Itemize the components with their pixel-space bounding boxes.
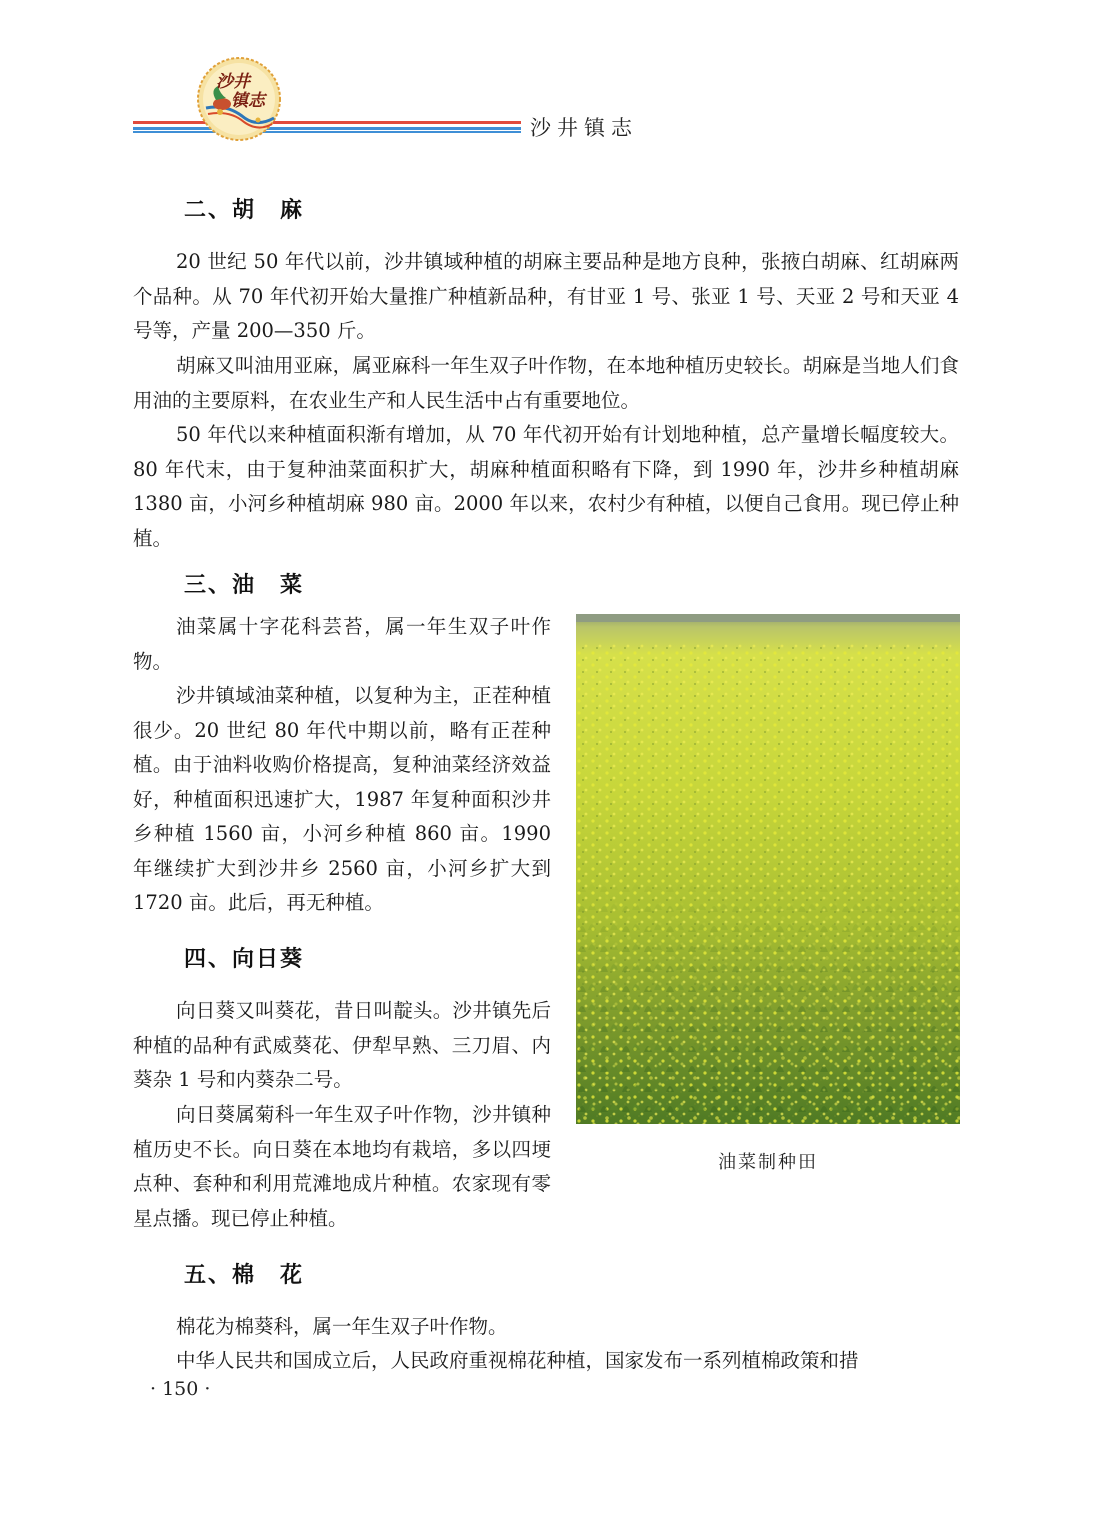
book-logo-emblem (196, 56, 282, 142)
sunflower-paragraph-1: 向日葵又叫葵花，昔日叫靛头。沙井镇先后种植的品种有武威葵花、伊犁早熟、三刀眉、内葵杂 1 号和内葵杂二号。 (133, 999, 551, 1091)
header-stripe-blue-thin (133, 131, 521, 133)
page-header (0, 0, 1093, 150)
photo-caption: 油菜制种田 (718, 1152, 818, 1173)
sunflower-paragraph-2: 向日葵属菊科一年生双子叶作物，沙井镇种植历史不长。向日葵在本地均有栽培，多以四埂点种、套种和利用荒滩地成片种植。农家现有零星点播。现已停止种植。 (133, 1103, 551, 1230)
page-number: · 150 · (150, 1378, 211, 1400)
logo-line-2: 镇志 (231, 91, 265, 111)
section-heading-rapeseed: 三、油 菜 (184, 573, 305, 598)
flax-paragraph-3: 50 年代以来种植面积渐有增加，从 70 年代初开始有计划地种植，总产量增长幅度较大。80 年代末，由于复种油菜面积扩大，胡麻种植面积略有下降，到 1990 年，沙井乡种植胡麻 1380 亩，小河乡种植胡麻 980 亩。2000 年以来，农村少有种植，以便自己食用。现已停止种植。 (133, 423, 959, 550)
section-heading-cotton: 五、棉 花 (184, 1263, 305, 1288)
logo-line-1: 沙井 (216, 72, 250, 92)
rapeseed-paragraph-1: 油菜属十字花科芸苔，属一年生双子叶作物。 (133, 615, 551, 673)
section-heading-flax: 二、胡 麻 (184, 198, 305, 223)
flax-paragraph-2: 胡麻又叫油用亚麻，属亚麻科一年生双子叶作物，在本地种植历史较长。胡麻是当地人们食用油的主要原料，在农业生产和人民生活中占有重要地位。 (133, 354, 959, 412)
cotton-paragraph-1: 棉花为棉葵科，属一年生双子叶作物。 (176, 1315, 508, 1338)
logo-seal-icon (196, 56, 282, 142)
header-stripe-blue (133, 127, 521, 130)
running-head-title: 沙井镇志 (530, 116, 638, 140)
rapeseed-field-image (576, 614, 960, 1124)
cotton-paragraph-2: 中华人民共和国成立后，人民政府重视棉花种植，国家发布一系列植棉政策和措 (176, 1349, 859, 1372)
flax-paragraph-1: 20 世纪 50 年代以前，沙井镇域种植的胡麻主要品种是地方良种，张掖白胡麻、红胡麻两个品种。从 70 年代初开始大量推广种植新品种，有甘亚 1 号、张亚 1 号、天亚 2 号和天亚 4 号等，产量 200—350 斤。 (133, 250, 959, 342)
rapeseed-field-photo (576, 614, 960, 1124)
section-heading-sunflower: 四、向日葵 (184, 947, 305, 972)
rapeseed-paragraph-2: 沙井镇域油菜种植，以复种为主，正茬种植很少。20 世纪 80 年代中期以前，略有正茬种植。由于油料收购价格提高，复种油菜经济效益好，种植面积迅速扩大，1987 年复种面积沙井乡种植 1560 亩，小河乡种植 860 亩。1990 年继续扩大到沙井乡 2560 亩，小河乡扩大到 1720 亩。此后，再无种植。 (133, 684, 551, 914)
